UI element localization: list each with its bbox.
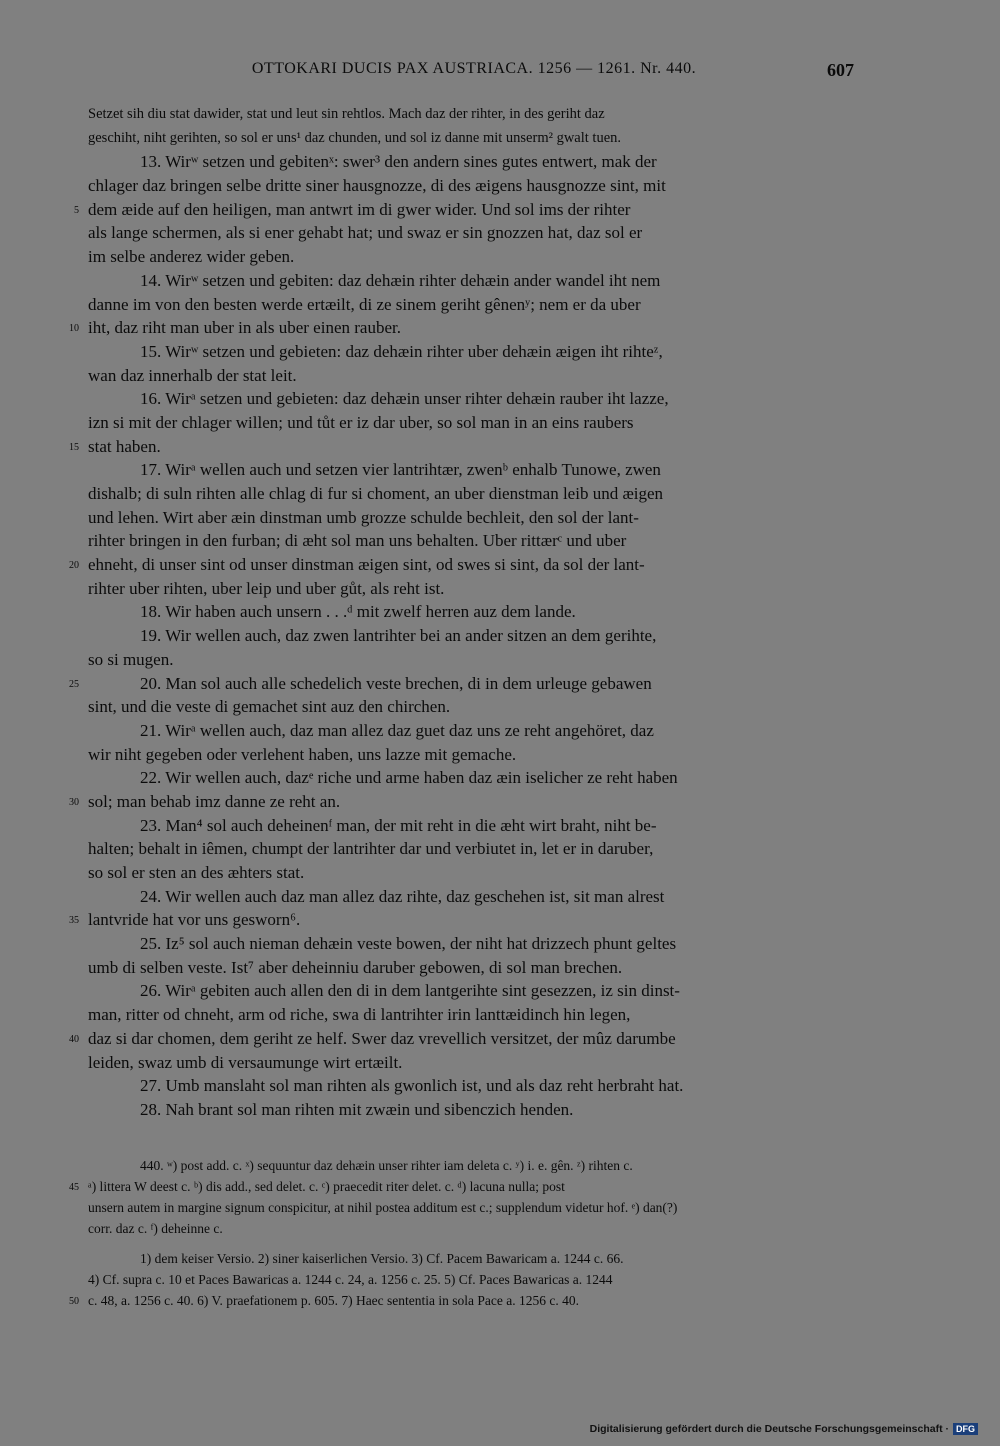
text-line xyxy=(88,743,856,767)
text-line xyxy=(88,293,856,317)
text-line-text: 16. Wirᵃ setzen und gebieten: daz dehæin unser rihter dehæin rauber iht lazze, xyxy=(140,389,669,409)
apparatus-line xyxy=(88,1218,856,1239)
line-number: 5 xyxy=(74,204,79,216)
line-number: 25 xyxy=(69,678,79,690)
text-line xyxy=(88,364,856,388)
text-line xyxy=(88,103,856,127)
text-line xyxy=(88,932,856,956)
text-line xyxy=(88,1074,856,1098)
apparatus-line-text: 440. ʷ) post add. c. ˣ) sequuntur daz dehæin unser rihter iam deleta c. ʸ) i. e. gên. ᶻ) rihten c. xyxy=(140,1158,633,1173)
text-line xyxy=(88,269,856,293)
line-number: 40 xyxy=(69,1033,79,1045)
text-line-text: ehneht, di unser sint od unser dinstman æigen sint, od swes si sint, da sol der lant- xyxy=(88,555,645,575)
text-line xyxy=(88,1098,856,1122)
text-line xyxy=(69,908,856,932)
text-line-text: sol; man behab imz danne ze reht an. xyxy=(88,791,341,811)
text-line-text: so sol er sten an des æhters stat. xyxy=(88,863,305,882)
text-line-text: rihter bringen in den furban; di æht sol man uns behalten. Uber rittærᶜ und uber xyxy=(88,531,627,551)
text-line xyxy=(88,837,856,861)
text-line xyxy=(88,387,856,411)
main-text xyxy=(69,103,856,1122)
text-line-text: geschiht, niht gerihten, so sol er uns¹ daz chunden, und sol iz danne mit unserm² gwalt tuen. xyxy=(88,129,622,146)
text-line-text: iht, daz riht man uber in als uber einen rauber. xyxy=(88,318,401,338)
apparatus-line-text: unsern autem in margine signum conspicitur, at nihil postea additum est c.; supplendum videtur hof. ᵉ) dan(?) xyxy=(88,1200,678,1215)
text-line xyxy=(88,766,856,790)
line-number: 35 xyxy=(69,915,79,927)
text-line xyxy=(88,221,856,245)
text-line xyxy=(88,506,856,530)
text-line xyxy=(88,956,856,980)
text-line-text: man, ritter od chneht, arm od riche, swa di lantrihter irin lanttæidinch hin legen, xyxy=(88,1005,631,1025)
apparatus-line-text: ᵃ) littera W deest c. ᵇ) dis add., sed delet. c. ᶜ) praecedit riter delet. c. ᵈ) lacuna nulla; post xyxy=(88,1179,565,1194)
line-number: 10 xyxy=(69,323,79,335)
text-line-text: 26. Wirᵃ gebiten auch allen den di in dem lantgerihte sint gesezzen, iz sin dinst- xyxy=(140,981,680,1001)
page-number: 607 xyxy=(827,60,854,80)
note-line-text: 4) Cf. supra c. 10 et Paces Bawaricas a. 1244 c. 24, a. 1256 c. 25. 5) Cf. Paces Bawaricas a. 1244 xyxy=(88,1272,613,1287)
running-header xyxy=(0,60,1000,84)
text-line-text: 24. Wir wellen auch daz man allez daz rihte, daz geschehen ist, sit man alrest xyxy=(140,886,665,906)
text-line xyxy=(88,814,856,838)
text-line xyxy=(88,529,856,553)
running-title: OTTOKARI DUCIS PAX AUSTRIACA. 1256 — 1261. Nr. 440. xyxy=(251,60,697,77)
note-line-text: c. 48, a. 1256 c. 40. 6) V. praefationem p. 605. 7) Haec sententia in sola Pace a. 1256 c. 40. xyxy=(88,1293,579,1308)
apparatus-line-text: corr. daz c. ᶠ) deheinne c. xyxy=(88,1221,223,1236)
text-line xyxy=(88,458,856,482)
text-line xyxy=(88,150,856,174)
text-line-text: 28. Nah brant sol man rihten mit zwæin und sibenczich henden. xyxy=(140,1099,574,1119)
text-line xyxy=(88,1003,856,1027)
text-line xyxy=(74,198,856,222)
digitization-credit xyxy=(590,1420,978,1438)
text-line xyxy=(88,600,856,624)
text-line-text: 23. Man⁴ sol auch deheinenᶠ man, der mit reht in die æht wirt braht, niht be- xyxy=(140,815,657,835)
text-line-text: lantvride hat vor uns gesworn⁶. xyxy=(88,910,301,930)
text-line xyxy=(88,127,856,151)
text-line xyxy=(88,695,856,719)
text-line xyxy=(88,861,856,885)
text-line xyxy=(88,245,856,269)
line-number: 30 xyxy=(69,796,79,808)
line-number: 15 xyxy=(69,441,79,453)
apparatus-line xyxy=(88,1197,856,1218)
note-line xyxy=(88,1248,856,1269)
text-line xyxy=(88,411,856,435)
text-line xyxy=(88,1051,856,1075)
text-line-text: 18. Wir haben auch unsern . . .ᵈ mit zwelf herren auz dem lande. xyxy=(140,602,576,622)
text-line-text: stat haben. xyxy=(88,436,161,456)
line-number: 45 xyxy=(69,1182,79,1193)
text-line-text: 19. Wir wellen auch, daz zwen lantrihter bei an ander sitzen an dem gerihte, xyxy=(140,626,657,646)
line-number: 50 xyxy=(69,1296,79,1307)
text-line-text: danne im von den besten werde ertæilt, di ze sinem geriht gênenʸ; nem er da uber xyxy=(88,294,641,314)
text-line-text: chlager daz bringen selbe dritte siner hausgnozze, di des æigens hausgnozze sint, mit xyxy=(88,176,666,196)
text-line-text: izn si mit der chlager willen; und tůt er iz dar uber, so sol man in an eins raubers xyxy=(88,412,634,432)
text-line-text: im selbe anderez wider geben. xyxy=(88,247,295,267)
dfg-logo: DFG xyxy=(953,1423,978,1435)
text-line xyxy=(69,553,856,577)
note-line xyxy=(69,1290,856,1311)
footnotes xyxy=(69,1248,856,1311)
text-line xyxy=(88,719,856,743)
text-line-text: 25. Iz⁵ sol auch nieman dehæin veste bowen, der niht hat drizzech phunt geltes xyxy=(140,934,677,954)
text-line xyxy=(88,577,856,601)
credit-text: Digitalisierung gefördert durch die Deutsche Forschungsgemeinschaft · xyxy=(589,1423,949,1435)
text-line-text: wir niht gegeben oder verlehent haben, uns lazze mit gemache. xyxy=(88,744,517,764)
text-line-text: 20. Man sol auch alle schedelich veste brechen, di in dem urleuge gebawen xyxy=(140,673,652,693)
text-line-text: 17. Wirᵃ wellen auch und setzen vier lantrihtær, zwenᵇ enhalb Tunowe, zwen xyxy=(140,460,661,480)
note-line xyxy=(88,1269,856,1290)
text-line xyxy=(69,672,856,696)
text-line xyxy=(69,790,856,814)
text-line xyxy=(88,174,856,198)
text-line xyxy=(69,1027,856,1051)
text-line-text: daz si dar chomen, dem geriht ze helf. Swer daz vrevellich versitzet, der mûz darumbe xyxy=(88,1028,676,1048)
text-line xyxy=(88,482,856,506)
text-line-text: dishalb; di suln rihten alle chlag di fur si choment, an uber dienstman leib und æigen xyxy=(88,484,664,503)
text-line xyxy=(69,316,856,340)
text-line-text: umb di selben veste. Ist⁷ aber deheinniu daruber gebowen, di sol man brechen. xyxy=(88,957,623,977)
text-line xyxy=(88,340,856,364)
text-line-text: 22. Wir wellen auch, dazᵉ riche und arme haben daz æin iselicher ze reht haben xyxy=(140,768,678,788)
note-line-text: 1) dem keiser Versio. 2) siner kaiserlichen Versio. 3) Cf. Pacem Bawaricam a. 1244 c. 66. xyxy=(140,1251,624,1266)
text-line-text: als lange schermen, als si ener gehabt hat; und swaz er sin gnozzen hat, daz sol er xyxy=(88,223,643,243)
text-line-text: so si mugen. xyxy=(88,649,174,669)
text-line-text: 27. Umb manslaht sol man rihten als gwonlich ist, und als daz reht herbraht hat. xyxy=(140,1076,684,1096)
apparatus-line xyxy=(88,1155,856,1176)
apparatus-line xyxy=(69,1176,856,1197)
line-number: 20 xyxy=(69,560,79,572)
text-line xyxy=(69,435,856,459)
text-line xyxy=(88,885,856,909)
text-line-text: 21. Wirᵃ wellen auch, daz man allez daz guet daz uns ze reht angehöret, daz xyxy=(140,720,654,740)
text-line-text: dem æide auf den heiligen, man antwrt im di gwer wider. Und sol ims der rihter xyxy=(88,199,631,219)
text-line-text: wan daz innerhalb der stat leit. xyxy=(88,365,297,385)
text-line-text: halten; behalt in iêmen, chumpt der lantrihter dar und verbiutet in, let er in daruber, xyxy=(88,839,654,859)
text-line-text: 15. Wirʷ setzen und gebieten: daz dehæin rihter uber dehæin æigen iht rihteᶻ, xyxy=(140,341,663,361)
text-line-text: rihter uber rihten, uber leip und uber gůt, als reht ist. xyxy=(88,578,445,598)
text-line-text: sint, und die veste di gemachet sint auz den chirchen. xyxy=(88,697,451,717)
text-line xyxy=(88,648,856,672)
text-line xyxy=(88,979,856,1003)
text-line xyxy=(88,624,856,648)
text-line-text: Setzet sih diu stat dawider, stat und leut sin rehtlos. Mach daz der rihter, in des geriht daz xyxy=(88,106,605,122)
text-line-text: 13. Wirʷ setzen und gebitenˣ: swer³ den andern sines gutes entwert, mak der xyxy=(140,152,657,172)
text-line-text: 14. Wirʷ setzen und gebiten: daz dehæin rihter dehæin ander wandel iht nem xyxy=(140,270,661,290)
text-line-text: und lehen. Wirt aber æin dinstman umb grozze schulde bechleit, den sol der lant- xyxy=(88,507,639,527)
text-line-text: leiden, swaz umb di versaumunge wirt ertæilt. xyxy=(88,1052,403,1072)
critical-apparatus xyxy=(69,1155,856,1239)
